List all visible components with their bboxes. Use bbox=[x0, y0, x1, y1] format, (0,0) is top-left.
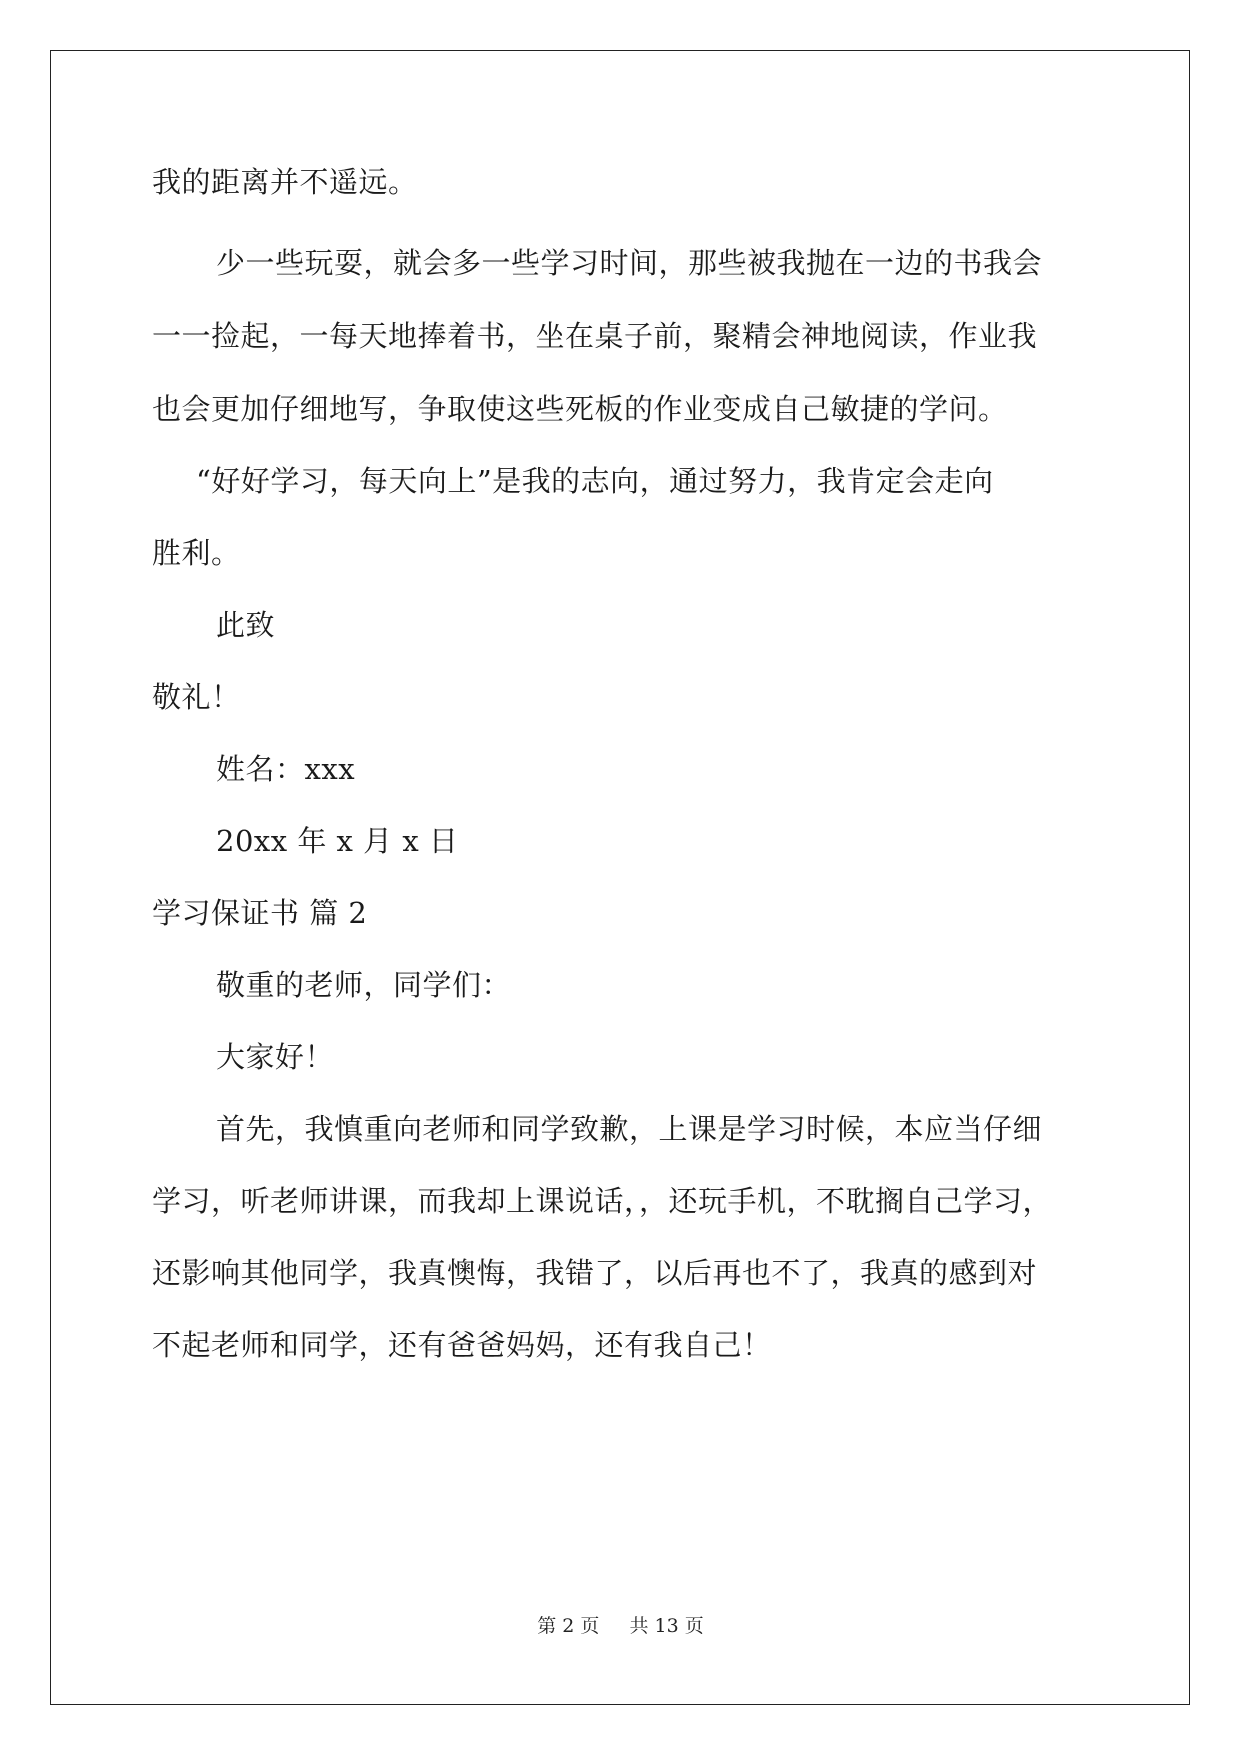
paragraph-line: 少一些玩耍，就会多一些学习时间，那些被我抛在一边的书我会 bbox=[216, 246, 1043, 280]
text-line: 也会更加仔细地写，争取使这些死板的作业变成自己敏捷的学问。 bbox=[152, 392, 1008, 426]
page-border bbox=[50, 50, 1190, 1705]
signature-name: 姓名：xxx bbox=[216, 752, 356, 786]
text-line: 还影响其他同学，我真懊悔，我错了，以后再也不了，我真的感到对 bbox=[152, 1256, 1038, 1290]
page-number: 第 2 页 bbox=[537, 1615, 600, 1637]
closing-salutation: 此致 bbox=[216, 608, 276, 642]
text-line: 不起老师和同学，还有爸爸妈妈，还有我自己！ bbox=[152, 1328, 772, 1362]
greeting: 敬重的老师，同学们： bbox=[216, 968, 512, 1002]
text-line: 我的距离并不遥远。 bbox=[152, 165, 418, 199]
closing-regards: 敬礼！ bbox=[152, 680, 241, 714]
signature-date: 20xx 年 x 月 x 日 bbox=[216, 824, 459, 858]
page-total: 共 13 页 bbox=[629, 1615, 704, 1637]
text-line: 学习，听老师讲课，而我却上课说话，，还玩手机，不耽搁自己学习， bbox=[152, 1184, 1053, 1218]
paragraph-line: 首先，我慎重向老师和同学致歉，上课是学习时候，本应当仔细 bbox=[216, 1112, 1043, 1146]
text-line: 一一捡起，一每天地捧着书，坐在桌子前，聚精会神地阅读，作业我 bbox=[152, 319, 1038, 353]
text-line: 胜利。 bbox=[152, 536, 241, 570]
section-heading: 学习保证书 篇 2 bbox=[152, 896, 368, 930]
greeting-line: 大家好！ bbox=[216, 1040, 335, 1074]
paragraph-line: “好好学习，每天向上”是我的志向，通过努力，我肯定会走向 bbox=[196, 464, 994, 498]
page-footer bbox=[0, 1611, 1241, 1638]
